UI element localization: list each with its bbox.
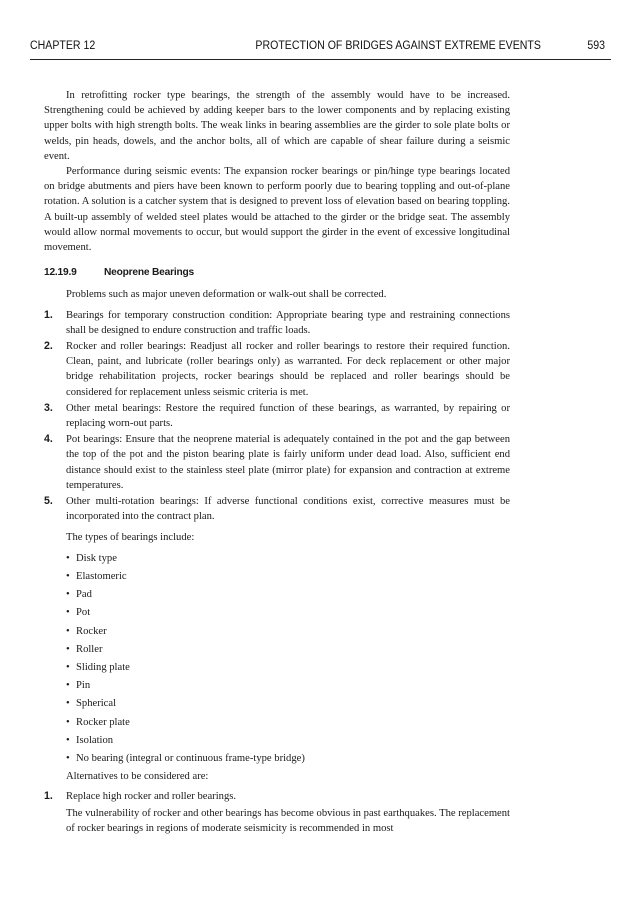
header-rule <box>30 59 611 60</box>
list-number: 5. <box>44 495 53 508</box>
bullet-item: • Pot <box>44 604 510 622</box>
running-header <box>30 40 605 58</box>
bullet-icon: • <box>66 607 70 619</box>
list-item <box>44 432 510 493</box>
list-item-text: Bearings for temporary construction condition: Appropriate bearing type and restraining connections shall be designed to endure construction and traffic loads. <box>66 309 510 336</box>
list-item <box>44 308 510 338</box>
list-item <box>44 339 510 400</box>
list-item <box>44 494 510 524</box>
bullet-icon: • <box>66 570 70 582</box>
bullet-icon: • <box>66 698 70 710</box>
paragraph-retrofitting: In retrofitting rocker type bearings, the strength of the assembly would have to be increased. Strengthening could be achieved by adding keeper bars to the lower components and by replacing existing upper bolts with high strength bolts. The weak links in bearing assemblies are the girder to sole plate bolts or welds, pin heads, dowels, and the anchor bolts, all of which are capable of shear failure during a seismic event. <box>44 90 510 162</box>
section-heading <box>44 265 510 280</box>
paragraph-seismic-performance: Performance during seismic events: The expansion rocker bearings or pin/hinge type bearings located on bridge abutments and piers have been known to perform poorly due to bearing toppling and out-of-plane rotation. A solution is a catcher system that is designed to prevent loss of elevation based on bearing toppling. A built-up assembly of welded steel plates would be attached to the girder or the bridge seat. The assembly would allow normal movements to occur, but would support the girder in the event of excessive longitudinal movement. <box>44 166 510 254</box>
body-text <box>44 88 510 836</box>
alternative-item <box>44 789 510 804</box>
list-item-text: Replace high rocker and roller bearings. <box>66 791 237 803</box>
list-number: 2. <box>44 340 53 353</box>
bullet-item: • Rocker plate <box>44 714 510 732</box>
bullet-item: • Roller <box>44 641 510 659</box>
chapter-label: CHAPTER 12 <box>30 40 96 52</box>
bullet-item: • Rocker <box>44 623 510 641</box>
section-number: 12.19.9 <box>44 267 77 279</box>
bullet-item: • Elastomeric <box>44 568 510 586</box>
bullet-icon: • <box>66 589 70 601</box>
list-item <box>44 401 510 431</box>
alternatives-intro: Alternatives to be considered are: <box>66 771 209 783</box>
closing-paragraph: The vulnerability of rocker and other bearings has become obvious in past earthquakes. The replacement of rocker bearings in regions of moderate seismicity is recommended in most <box>66 807 510 834</box>
numbered-list <box>44 308 510 525</box>
bullet-icon: • <box>66 552 70 564</box>
bearing-types-list <box>44 550 510 768</box>
bullet-icon: • <box>66 752 70 764</box>
bullet-icon: • <box>66 625 70 637</box>
list-number: 3. <box>44 401 53 414</box>
bullet-icon: • <box>66 643 70 655</box>
types-intro: The types of bearings include: <box>66 532 195 544</box>
section-intro: Problems such as major uneven deformation or walk-out shall be corrected. <box>66 289 387 301</box>
list-item-text: Rocker and roller bearings: Readjust all rocker and roller bearings to restore their required function. Clean, paint, and lubricate (roller bearings only) as warranted. For deck replacement or other major bridge rehabilitation projects, rocker bearings should be replaced and roller bearings should be considered for replacement unless seismic criteria is met. <box>66 341 510 398</box>
bullet-item: • Pad <box>44 586 510 604</box>
bullet-item: • No bearing (integral or continuous frame-type bridge) <box>44 750 510 768</box>
list-number: 4. <box>44 433 53 446</box>
list-number: 1. <box>44 790 53 803</box>
bullet-item: • Disk type <box>44 550 510 568</box>
bullet-item: • Spherical <box>44 695 510 713</box>
bullet-item: • Isolation <box>44 732 510 750</box>
list-item-text: Other multi-rotation bearings: If adverse functional conditions exist, corrective measures must be incorporated into the contract plan. <box>66 496 510 523</box>
bullet-icon: • <box>66 716 70 728</box>
bullet-icon: • <box>66 734 70 746</box>
bullet-icon: • <box>66 661 70 673</box>
list-item-text: Pot bearings: Ensure that the neoprene material is adequately contained in the pot and the gap between the top of the pot and the piston bearing plate is fairly uniform under dead load. Also, sufficient end distance should exist to the stainless steel plate (mirror plate) for expansion and contraction at extreme temperatures. <box>66 434 510 491</box>
bullet-item: • Pin <box>44 677 510 695</box>
list-number: 1. <box>44 308 53 321</box>
bullet-icon: • <box>66 680 70 692</box>
page-number: 593 <box>587 40 605 52</box>
bullet-item: • Sliding plate <box>44 659 510 677</box>
running-title: PROTECTION OF BRIDGES AGAINST EXTREME EVENTS <box>255 40 541 52</box>
list-item-text: Other metal bearings: Restore the required function of these bearings, as warranted, by repairing or replacing worn-out parts. <box>66 402 510 430</box>
section-title: Neoprene Bearings <box>104 267 195 279</box>
